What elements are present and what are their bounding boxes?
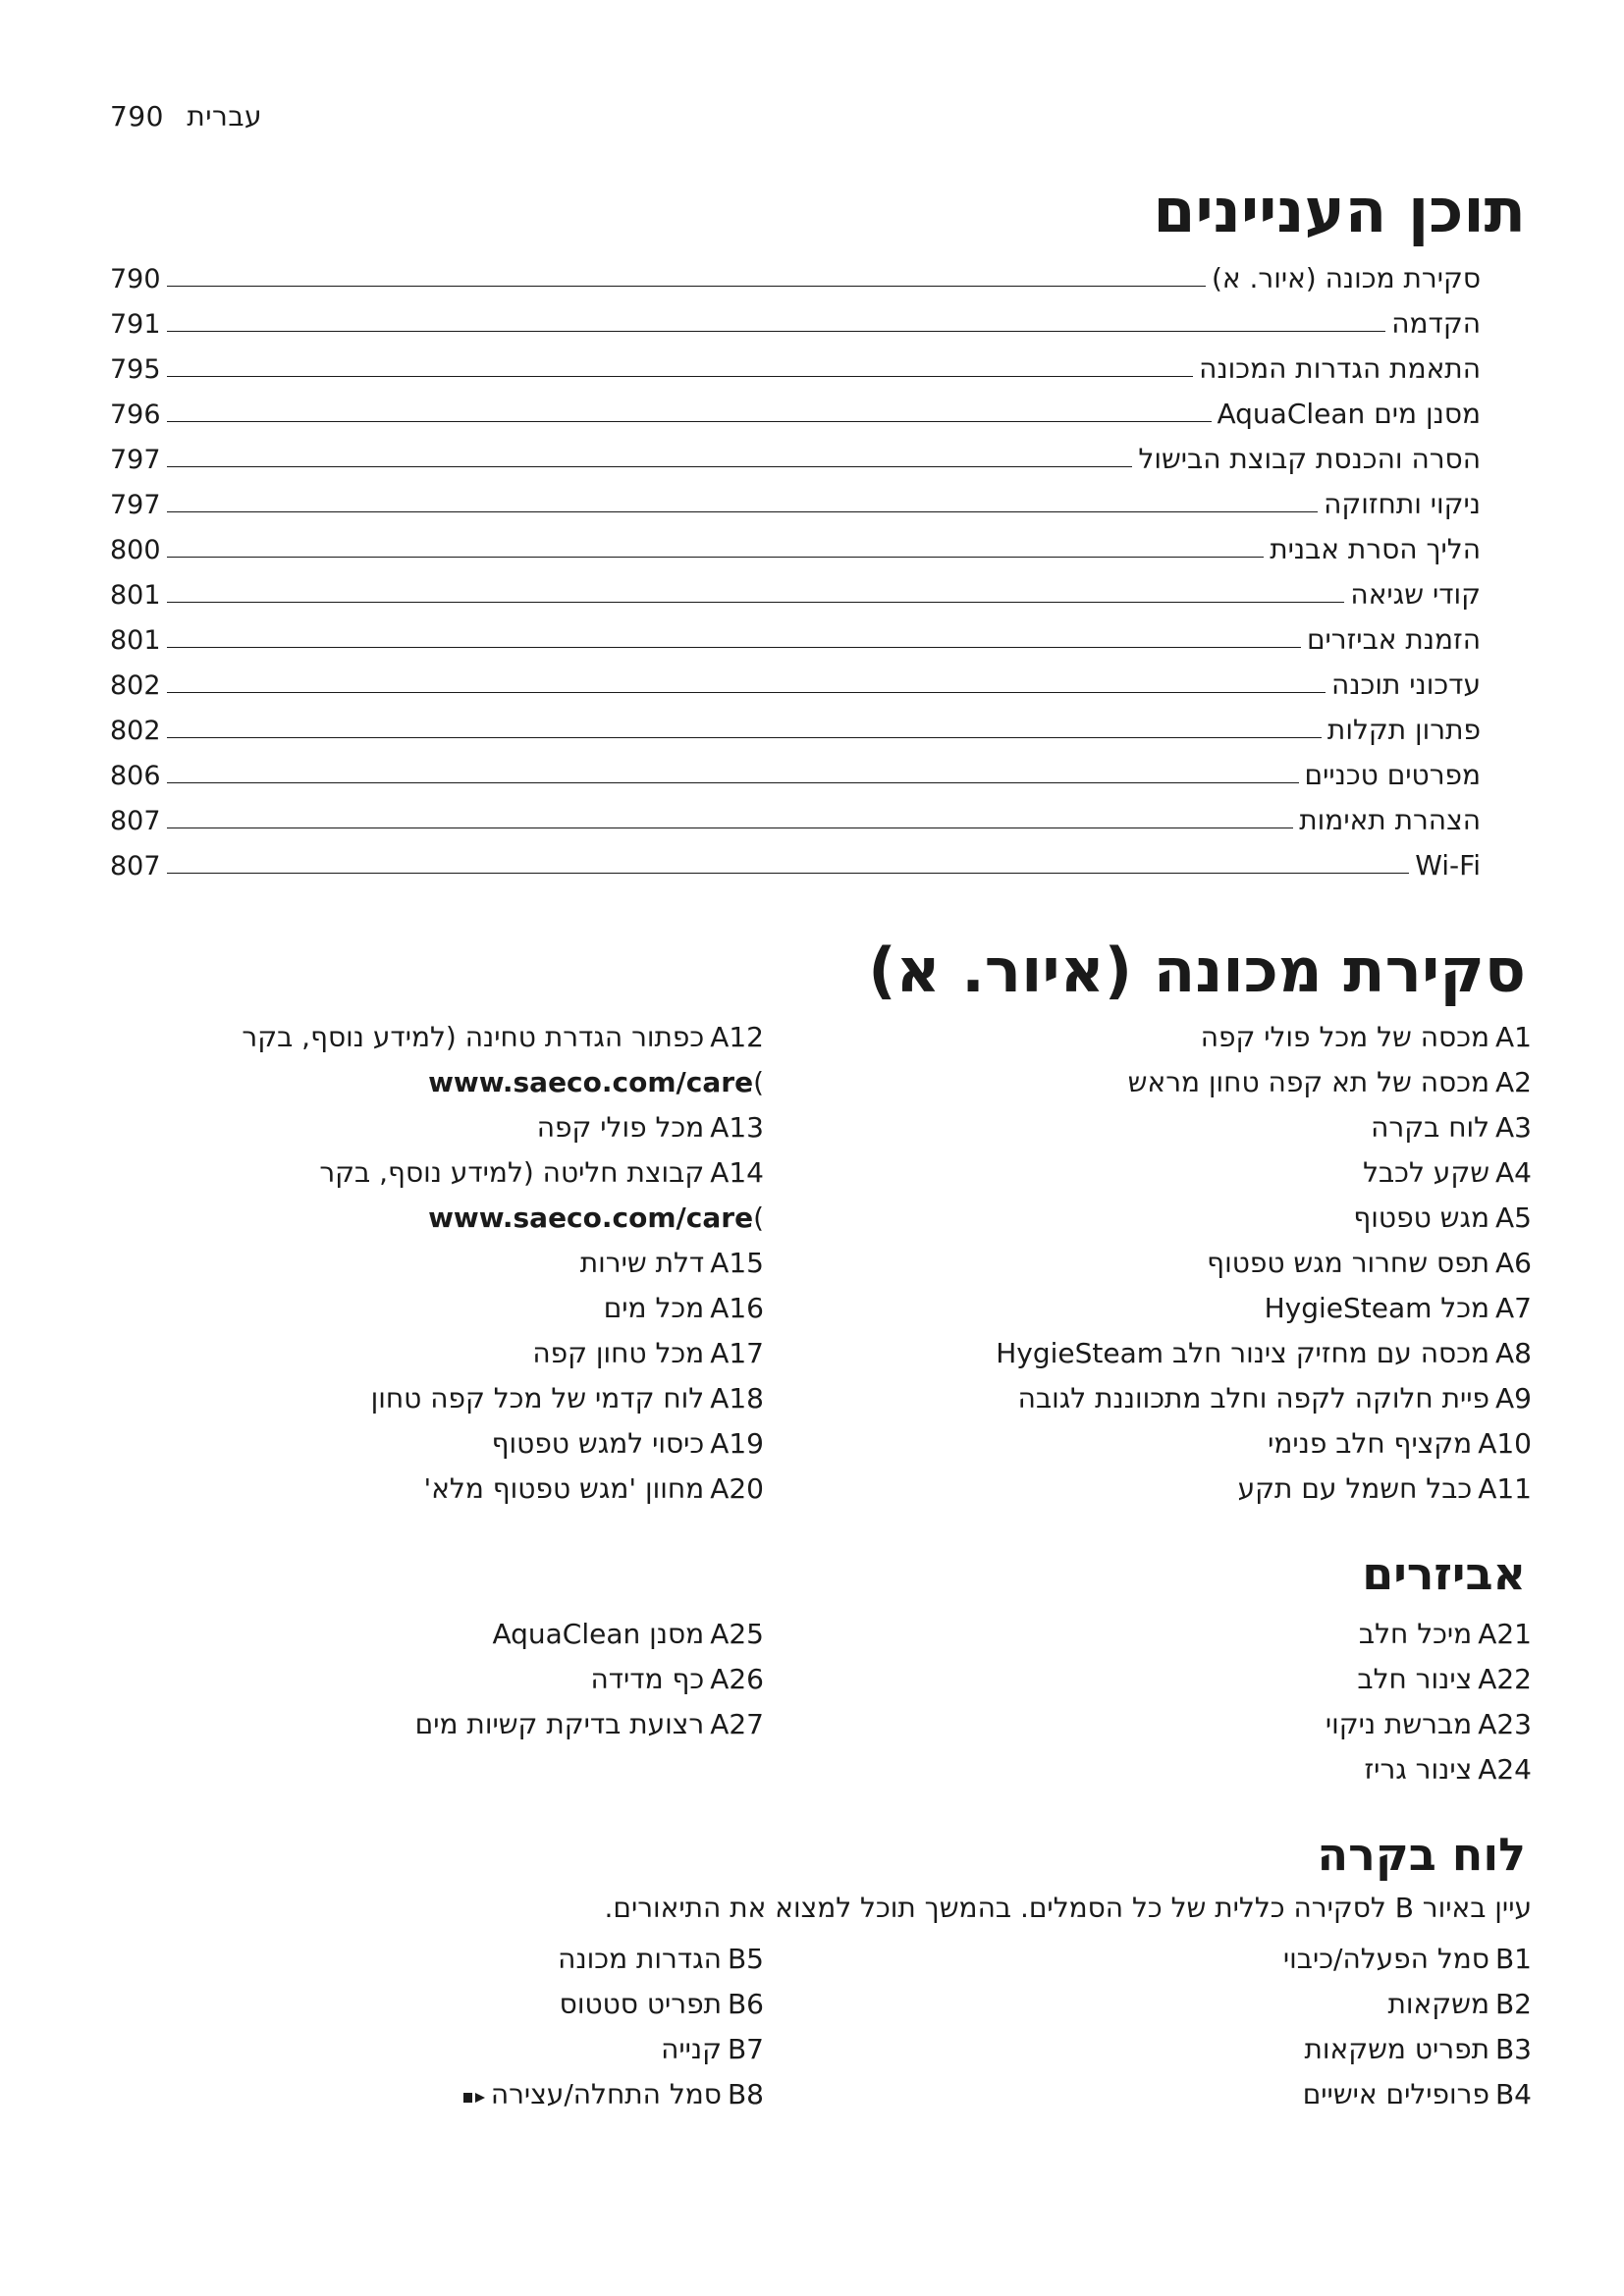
item-code: B3 (1494, 2033, 1532, 2065)
item-code: A9 (1495, 1382, 1532, 1415)
item-text: כף מדידה (590, 1663, 705, 1695)
item-code: A12 (710, 1021, 764, 1053)
toc-entry (110, 294, 1481, 340)
toc-entry-title: סקירת מכונה (איור. א) (1211, 262, 1481, 294)
item-text: דלת שירות (579, 1247, 705, 1279)
list-item (461, 2027, 764, 2072)
item-text: סמל התחלה/עצירה (490, 2078, 722, 2110)
accessories-list-left (415, 1612, 764, 1747)
toc-entry (110, 475, 1481, 520)
list-item (996, 1376, 1532, 1421)
item-text: מחוון 'מגש טפטוף מלא' (423, 1472, 705, 1505)
toc-entry (110, 520, 1481, 565)
toc-leader-line (167, 737, 1322, 738)
list-item (996, 1015, 1532, 1060)
list-item (1283, 2072, 1532, 2117)
toc-entry-page: 801 (110, 580, 161, 611)
list-item (242, 1150, 764, 1196)
accessories-title: אביזרים (1362, 1547, 1526, 1600)
overview-title: סקירת מכונה (איור. א) (868, 934, 1526, 1006)
accessories-list-right (1326, 1612, 1532, 1792)
list-item (996, 1196, 1532, 1241)
list-item (996, 1150, 1532, 1196)
item-code: A16 (710, 1292, 764, 1324)
list-item (242, 1421, 764, 1467)
item-code: A19 (710, 1427, 764, 1460)
toc-title: תוכן העניינים (1153, 175, 1526, 246)
item-text: מכל מים (603, 1292, 705, 1324)
item-text: לוח קדמי של מכל קפה טחון (370, 1382, 705, 1415)
item-text: מכל פולי קפה (536, 1111, 705, 1144)
item-code: A13 (710, 1111, 764, 1144)
item-text: פיית חלוקה לקפה וחלב מתכווננת לגובה (1017, 1382, 1490, 1415)
item-code: A17 (710, 1337, 764, 1369)
item-code: A22 (1478, 1663, 1532, 1695)
toc-leader-line (167, 602, 1345, 603)
item-text: מכל HygieSteam (1264, 1292, 1490, 1324)
item-text: מסנן AquaClean (492, 1618, 705, 1650)
item-text: קנייה (661, 2033, 722, 2065)
item-code: B6 (727, 1988, 764, 2020)
toc-entry (110, 836, 1481, 881)
overview-list-right (996, 1015, 1532, 1512)
list-item (461, 2072, 764, 2118)
item-code: A23 (1478, 1708, 1532, 1740)
toc-entry-title: הליך הסרת אבנית (1270, 533, 1481, 565)
toc-leader-line (167, 692, 1326, 693)
item-code: B2 (1494, 1988, 1532, 2020)
item-text: מכסה עם מחזיק צינור חלב HygieSteam (996, 1337, 1490, 1369)
list-item (242, 1376, 764, 1421)
toc-entry-title: הסרה והכנסת קבוצת הבישול (1138, 443, 1481, 475)
toc-entry-page: 797 (110, 445, 161, 475)
toc-entry-title: התאמת הגדרות המכונה (1199, 352, 1481, 385)
paren-close: ) (753, 1066, 764, 1098)
toc-entry-title: הזמנת אביזרים (1306, 623, 1481, 656)
toc-entry (110, 701, 1481, 746)
toc-leader-line (167, 873, 1410, 874)
toc-entry-page: 802 (110, 670, 161, 701)
list-item (242, 1467, 764, 1512)
toc-entry (110, 340, 1481, 385)
item-code: A7 (1495, 1292, 1532, 1324)
list-item (1326, 1702, 1532, 1747)
item-text: תפס שחרור מגש טפטוף (1207, 1247, 1490, 1279)
item-text: צינור חלב (1357, 1663, 1473, 1695)
item-code: A15 (710, 1247, 764, 1279)
toc-leader-line (167, 376, 1194, 377)
list-item (242, 1241, 764, 1286)
item-text: תפריט משקאות (1304, 2033, 1489, 2065)
toc-entry-page: 797 (110, 490, 161, 520)
item-code: B1 (1494, 1943, 1532, 1975)
control-panel-list-left (461, 1937, 764, 2118)
toc-entry-title: פתרון תקלות (1326, 714, 1481, 746)
item-text: כיסוי למגש טפטוף (491, 1427, 705, 1460)
item-code: A4 (1495, 1156, 1532, 1189)
item-text: משקאות (1387, 1988, 1489, 2020)
item-text: לוח בקרה (1371, 1111, 1490, 1144)
list-item (996, 1467, 1532, 1512)
page-header (110, 100, 262, 133)
item-text: כפתור הגדרת טחינה (למידע נוסף, בקר (242, 1021, 705, 1053)
table-of-contents (110, 249, 1481, 881)
paren-close: ) (753, 1201, 764, 1234)
item-code: A11 (1478, 1472, 1532, 1505)
toc-leader-line (167, 647, 1301, 648)
item-code: B8 (727, 2078, 764, 2110)
list-item (996, 1331, 1532, 1376)
list-item (242, 1331, 764, 1376)
toc-entry-title: Wi-Fi (1415, 849, 1481, 881)
list-item (1326, 1612, 1532, 1657)
item-code: A2 (1495, 1066, 1532, 1098)
toc-entry-page: 807 (110, 851, 161, 881)
toc-leader-line (167, 466, 1133, 467)
toc-entry-title: הצהרת תאימות (1299, 804, 1481, 836)
care-link[interactable]: www.saeco.com/care (428, 1066, 754, 1098)
control-panel-note: עיין באיור B לסקירה כללית של כל הסמלים. בהמשך תוכל למצוא את התיאורים. (604, 1892, 1532, 1924)
play-pause-icon (461, 2073, 487, 2118)
toc-entry-page: 791 (110, 309, 161, 340)
list-item (1283, 1937, 1532, 1982)
list-item (1326, 1657, 1532, 1702)
toc-entry-title: עדכוני תוכנה (1331, 668, 1481, 701)
toc-leader-line (167, 421, 1212, 422)
toc-leader-line (167, 331, 1386, 332)
item-code: A21 (1478, 1618, 1532, 1650)
item-code: A3 (1495, 1111, 1532, 1144)
item-text: מקציף חלב פנימי (1268, 1427, 1473, 1460)
item-code: B5 (727, 1943, 764, 1975)
item-text: תפריט סטטוס (559, 1988, 722, 2020)
list-item (996, 1105, 1532, 1150)
item-code: A1 (1495, 1021, 1532, 1053)
list-item (242, 1105, 764, 1150)
item-code: A24 (1478, 1753, 1532, 1786)
item-code: A18 (710, 1382, 764, 1415)
toc-entry-title: ניקוי ותחזוקה (1324, 488, 1481, 520)
toc-entry-title: קודי שגיאה (1350, 578, 1481, 611)
toc-entry-title: מפרטים טכניים (1304, 759, 1481, 791)
list-item (996, 1421, 1532, 1467)
list-item (461, 1982, 764, 2027)
list-item (1326, 1747, 1532, 1792)
item-text: מיכל חלב (1358, 1618, 1473, 1650)
item-code: A5 (1495, 1201, 1532, 1234)
toc-entry-page: 807 (110, 806, 161, 836)
list-item (415, 1657, 764, 1702)
item-code: A26 (710, 1663, 764, 1695)
item-text: מגש טפטוף (1353, 1201, 1490, 1234)
toc-entry-title: הקדמה (1391, 307, 1481, 340)
item-text: רצועת בדיקת קשיות מים (414, 1708, 705, 1740)
toc-entry-page: 795 (110, 354, 161, 385)
toc-leader-line (167, 511, 1319, 512)
list-item (242, 1015, 764, 1060)
toc-entry (110, 430, 1481, 475)
toc-entry (110, 611, 1481, 656)
toc-entry (110, 565, 1481, 611)
list-item-continuation (242, 1196, 764, 1241)
item-text: צינור גריז (1364, 1753, 1473, 1786)
control-panel-list-right (1283, 1937, 1532, 2117)
page-number: 790 (110, 100, 164, 133)
item-code: A25 (710, 1618, 764, 1650)
item-text: מכסה של מכל פולי קפה (1200, 1021, 1490, 1053)
control-panel-title: לוח בקרה (1317, 1828, 1526, 1881)
care-link[interactable]: www.saeco.com/care (428, 1201, 754, 1234)
toc-entry-page: 796 (110, 400, 161, 430)
item-code: B4 (1494, 2078, 1532, 2110)
item-text: כבל חשמל עם תקע (1237, 1472, 1473, 1505)
list-item-continuation (242, 1060, 764, 1105)
item-code: A27 (710, 1708, 764, 1740)
toc-leader-line (167, 286, 1206, 287)
toc-entry-page: 800 (110, 535, 161, 565)
language-label: עברית (187, 100, 263, 133)
list-item (996, 1060, 1532, 1105)
item-text: שקע לכבל (1363, 1156, 1490, 1189)
item-code: A10 (1478, 1427, 1532, 1460)
list-item (1283, 2027, 1532, 2072)
toc-entry-title: מסנן מים AquaClean (1217, 398, 1481, 430)
item-text: קבוצת חליטה (למידע נוסף, בקר (319, 1156, 705, 1189)
list-item (996, 1286, 1532, 1331)
toc-entry (110, 656, 1481, 701)
toc-leader-line (167, 782, 1299, 783)
toc-entry-page: 801 (110, 625, 161, 656)
overview-list-left (242, 1015, 764, 1512)
toc-entry-page: 802 (110, 716, 161, 746)
item-code: A14 (710, 1156, 764, 1189)
item-text: מכסה של תא קפה טחון מראש (1127, 1066, 1490, 1098)
item-text: מברשת ניקוי (1325, 1708, 1473, 1740)
toc-entry-page: 806 (110, 761, 161, 791)
item-code: B7 (727, 2033, 764, 2065)
list-item (1283, 1982, 1532, 2027)
toc-leader-line (167, 557, 1265, 558)
toc-entry-page: 790 (110, 264, 161, 294)
toc-entry (110, 385, 1481, 430)
list-item (415, 1612, 764, 1657)
item-text: סמל הפעלה/כיבוי (1282, 1943, 1489, 1975)
item-text: פרופילים אישיים (1302, 2078, 1489, 2110)
list-item (996, 1241, 1532, 1286)
item-text: מכל טחון קפה (532, 1337, 705, 1369)
toc-entry (110, 249, 1481, 294)
item-text: הגדרות מכונה (558, 1943, 722, 1975)
item-code: A8 (1495, 1337, 1532, 1369)
list-item (415, 1702, 764, 1747)
list-item (242, 1286, 764, 1331)
toc-entry (110, 791, 1481, 836)
list-item (461, 1937, 764, 1982)
item-code: A6 (1495, 1247, 1532, 1279)
toc-entry (110, 746, 1481, 791)
item-code: A20 (710, 1472, 764, 1505)
